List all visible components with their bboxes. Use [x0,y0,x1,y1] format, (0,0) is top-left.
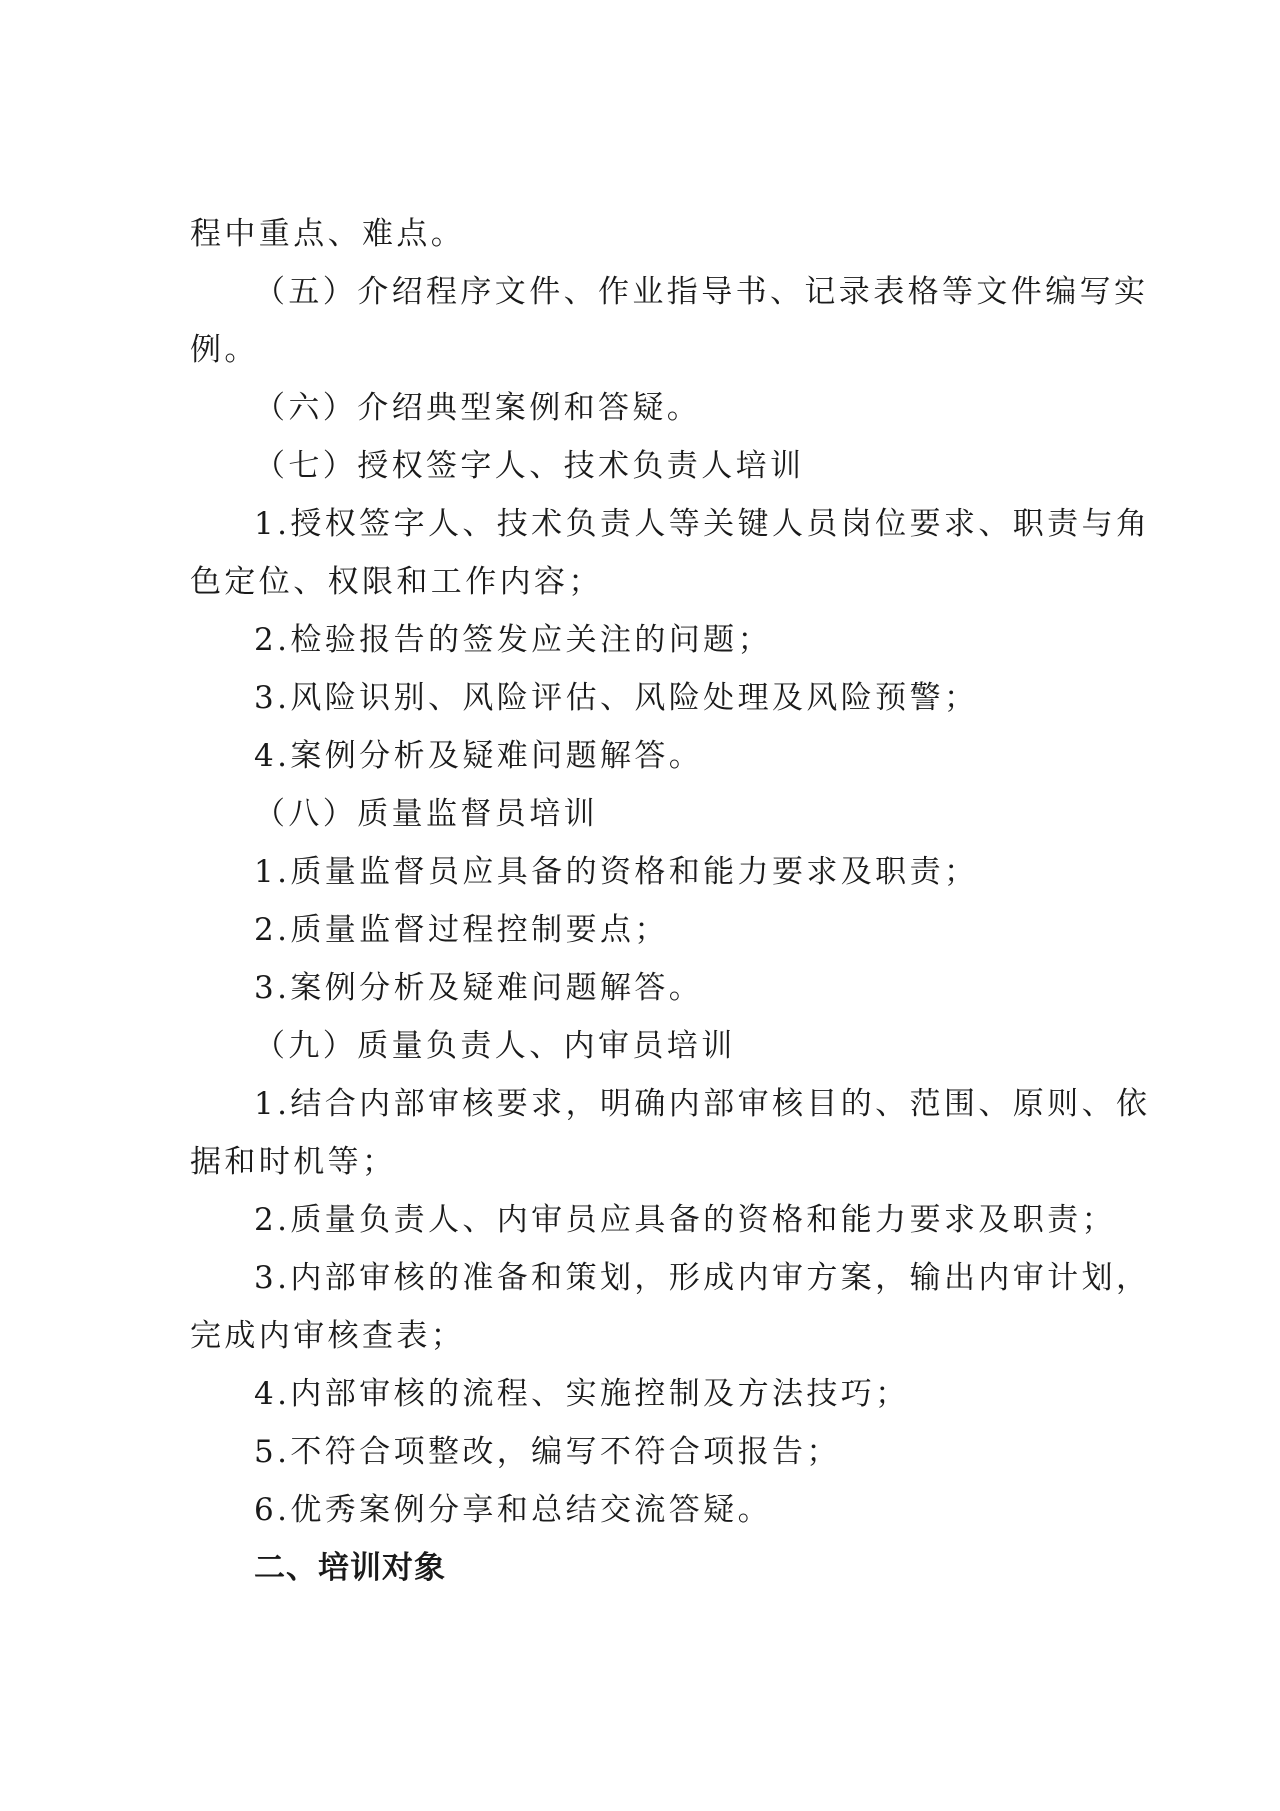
list-item: 1.授权签字人、技术负责人等关键人员岗位要求、职责与角 [254,506,1151,542]
list-item: 3.案例分析及疑难问题解答。 [254,970,704,1006]
section-heading: （九）质量负责人、内审员培训 [254,1028,736,1064]
list-item: 4.案例分析及疑难问题解答。 [254,738,704,774]
list-item: 3.风险识别、风险评估、风险处理及风险预警； [254,680,979,716]
list-item: 4.内部审核的流程、实施控制及方法技巧； [254,1376,910,1412]
list-item: 1.质量监督员应具备的资格和能力要求及职责； [254,854,979,890]
list-item: 2.质量监督过程控制要点； [254,912,669,948]
paragraph-line: （五）介绍程序文件、作业指导书、记录表格等文件编写实 [254,274,1149,310]
list-item-continuation: 完成内审核查表； [190,1318,466,1354]
list-item-continuation: 据和时机等； [190,1144,397,1180]
list-item: 3.内部审核的准备和策划，形成内审方案，输出内审计划， [254,1260,1151,1296]
section-heading: （六）介绍典型案例和答疑。 [254,390,702,426]
list-item: 6.优秀案例分享和总结交流答疑。 [254,1492,772,1528]
paragraph-line: 例。 [190,332,259,368]
list-item-continuation: 色定位、权限和工作内容； [190,564,603,600]
document-body [190,205,1151,1597]
list-item: 2.检验报告的签发应关注的问题； [254,622,772,658]
list-item: 1.结合内部审核要求，明确内部审核目的、范围、原则、依 [254,1086,1151,1122]
section-heading: （七）授权签字人、技术负责人培训 [254,448,805,484]
section-heading: （八）质量监督员培训 [254,796,598,832]
paragraph-line: 程中重点、难点。 [190,216,466,252]
chapter-heading: 二、培训对象 [254,1550,446,1586]
list-item: 2.质量负责人、内审员应具备的资格和能力要求及职责； [254,1202,1116,1238]
list-item: 5.不符合项整改，编写不符合项报告； [254,1434,841,1470]
